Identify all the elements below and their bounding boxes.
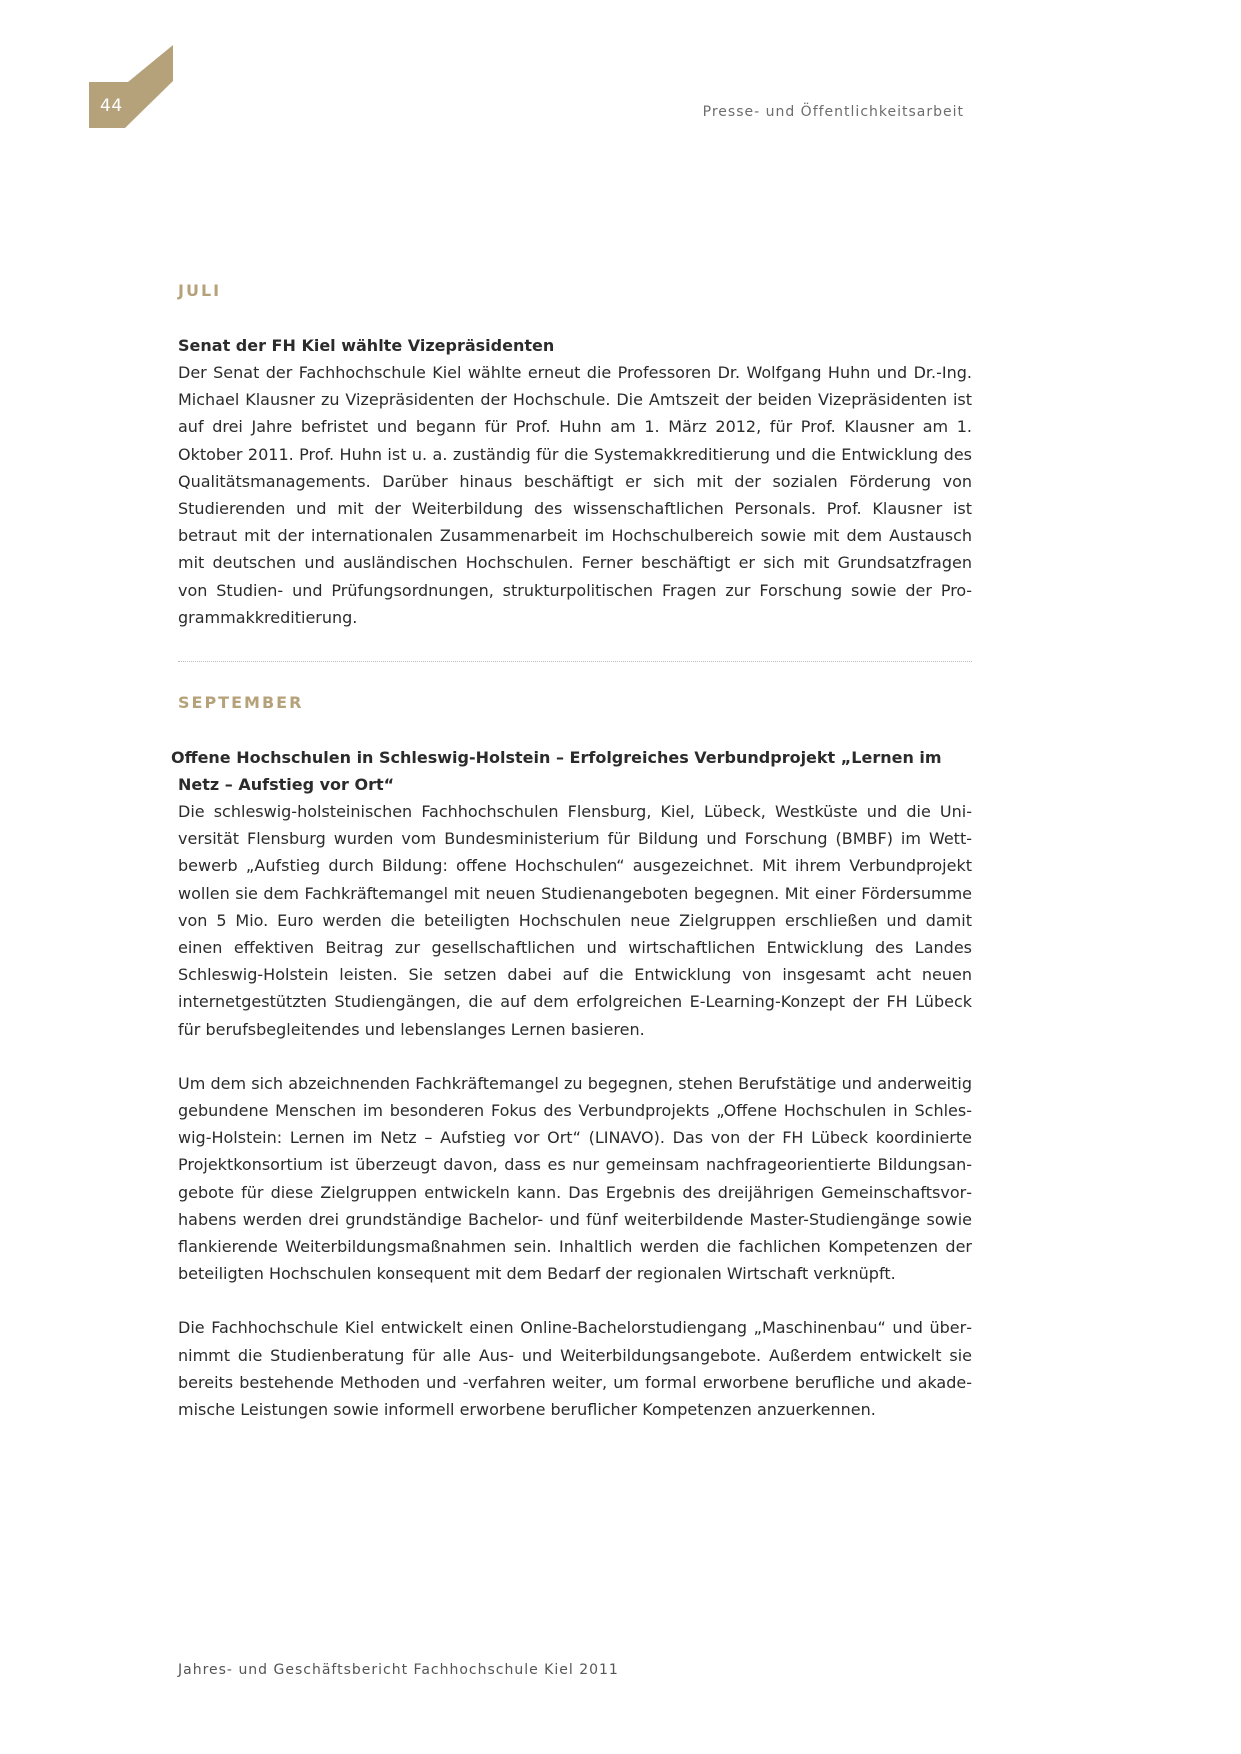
section-divider <box>178 661 972 662</box>
article-paragraph: Um dem sich abzeichnenden Fachkräftemangel zu begegnen, stehen Berufstätige und anderweitig gebundene Menschen im besonderen Fokus des Verbundprojekts „Offene Hochschulen in Schleswig-Holstein: Lernen im Netz – Aufstieg vor Ort“ (LINAVO). Das von der FH Lübeck koordinierte Projektkonsortium ist überzeugt davon, dass es nur gemeinsam nachfrageorientierte Bildungsangebote für diese Zielgruppen entwickeln kann. Das Ergebnis des dreijährigen Gemeinschaftsvorhabens werden drei grundständige Bachelor- und fünf weiterbildende Master-Studiengänge sowie flankierende Weiterbildungsmaßnahmen sein. Inhaltlich werden die fachlichen Kompetenzen der beteiligten Hochschulen konsequent mit dem Bedarf der regionalen Wirtschaft verknüpft. <box>178 1073 972 1284</box>
month-heading: JULI <box>178 281 222 300</box>
article-offene-hochschulen <box>171 744 972 1423</box>
article-paragraph: Der Senat der Fachhochschule Kiel wählte erneut die Professoren Dr. Wolfgang Huhn und Dr.-Ing. Michael Klausner zu Vizepräsidenten der Hochschule. Die Amtszeit der beiden Vizepräsidenten ist auf drei Jahre befristet und begann für Prof. Huhn am 1. März 2012, für Prof. Klausner am 1. Oktober 2011. Prof. Huhn ist u. a. zuständig für die Systemakkreditierung und die Entwicklung des Qualitätsmanagements. Darüber hinaus beschäftigt er sich mit der sozialen Förderung von Studierenden und mit der Weiterbildung des wissenschaftlichen Personals. Prof. Klausner ist betraut mit der internationalen Zusammenarbeit im Hochschulbereich sowie mit dem Austausch mit deutschen und ausländischen Hochschulen. Ferner beschäftigt er sich mit Grundsatzfragen von Studien- und Prüfungsordnungen, strukturpolitischen Fragen zur Forschung sowie der Programmakkreditierung. <box>178 363 972 627</box>
running-footer: Jahres- und Geschäftsbericht Fachhochschule Kiel 2011 <box>178 1662 619 1678</box>
running-header: Presse- und Öffentlichkeitsarbeit <box>702 104 964 120</box>
section-juli <box>178 280 972 631</box>
article-paragraph: Die schleswig-holsteinischen Fachhochschulen Flensburg, Kiel, Lübeck, Westküste und die Universität Flensburg wurden vom Bundesministerium für Bildung und Forschung (BMBF) im Wettbewerb „Aufstieg durch Bildung: offene Hochschulen“ ausgezeichnet. Mit ihrem Verbundprojekt wollen sie dem Fachkräftemangel mit neuen Studienangeboten begegnen. Mit einer Fördersumme von 5 Mio. Euro werden die beteiligten Hochschulen neue Zielgruppen erschließen und damit einen effektiven Beitrag zur gesellschaftlichen und wirtschaftlichen Entwicklung des Landes Schleswig-Holstein leisten. Sie setzen dabei auf die Entwicklung von insgesamt acht neuen internetgestützten Studiengängen, die auf dem erfolgreichen E-Learning-Konzept der FH Lübeck für berufsbegleitendes und lebenslanges Lernen basieren. <box>178 802 972 1039</box>
article-title: Senat der FH Kiel wählte Vizepräsidenten <box>178 336 555 355</box>
article-title: Offene Hochschulen in Schleswig-Holstein – Erfolgreiches Verbundprojekt „Lernen im Netz – Aufstieg vor Ort“ <box>171 748 942 795</box>
article-paragraph: Die Fachhochschule Kiel entwickelt einen Online-Bachelorstudiengang „Maschinenbau“ und übernimmt die Studienberatung für alle Aus- und Weiterbildungsangebote. Außerdem entwickelt sie bereits bestehende Methoden und -verfahren weiter, um formal erworbene berufliche und akademische Leistungen sowie informell erworbene beruflicher Kompetenzen anzuerkennen. <box>178 1318 972 1420</box>
section-september <box>171 692 972 1423</box>
page-number: 44 <box>100 96 123 116</box>
month-heading: SEPTEMBER <box>178 693 304 713</box>
article-senat <box>178 332 972 631</box>
main-content <box>171 280 972 1423</box>
